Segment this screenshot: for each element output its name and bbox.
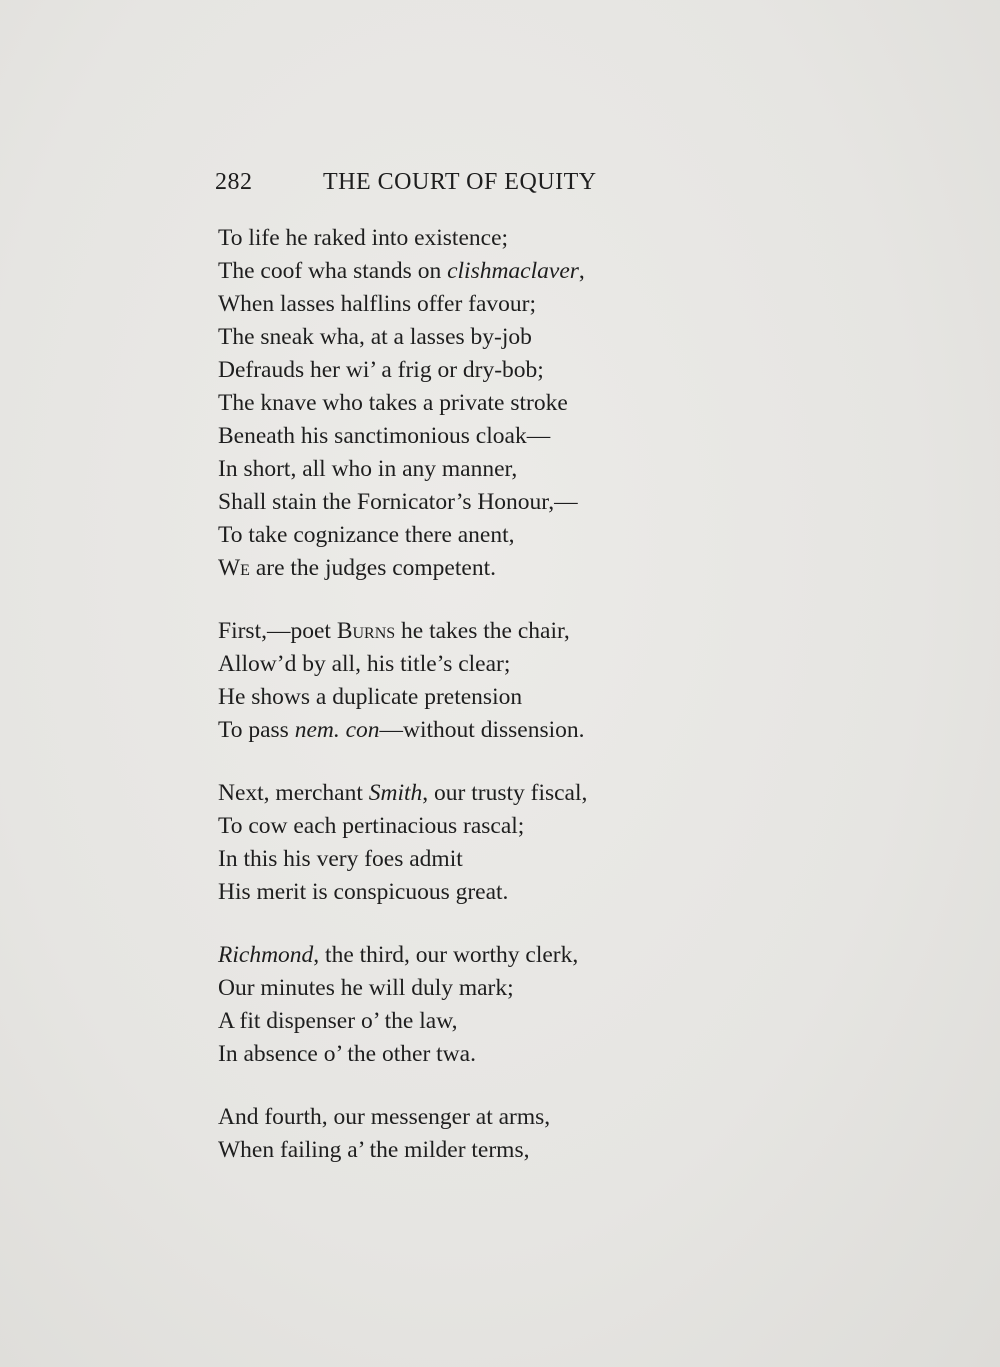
line-fragment: , our trusty fiscal, [422,780,588,806]
poem-line: To take cognizance there anent, [218,522,515,548]
poem-line: Beneath his sanctimonious cloak— [218,423,551,449]
poem-line [218,255,678,288]
stanza-break [218,585,678,615]
poem-line: To cow each pertinacious rascal; [218,813,525,839]
poem-line [218,714,678,747]
line-fragment: are the judges competent. [249,555,496,581]
line-fragment: , [578,258,585,284]
poem-line: Defrauds her wi’ a frig or dry-bob; [218,357,544,383]
italic-name: Smith [368,780,423,806]
small-caps-name: Burns [336,618,396,644]
page-number: 282 [215,169,253,195]
line-fragment: Next, merchant [218,780,369,806]
poem-line: Our minutes he will duly mark; [218,975,514,1001]
poem-line: In short, all who in any manner, [218,456,518,482]
italic-name: Richmond [218,942,314,968]
poem-line [218,615,678,648]
poem-text [218,222,678,1167]
poem-line: The knave who takes a private stroke [218,390,568,416]
stanza-5 [218,1101,678,1167]
poem-line: And fourth, our messenger at arms, [218,1104,551,1130]
line-fragment: he takes the chair, [395,618,570,644]
stanza-3 [218,777,678,909]
line-fragment: The coof wha stands on [218,258,448,284]
poem-line: In absence o’ the other twa. [218,1041,476,1067]
line-fragment: First,—poet [218,618,337,644]
poem-line [218,552,678,585]
small-caps-word: We [218,555,250,581]
stanza-2 [218,615,678,747]
italic-term: clishmaclaver [447,258,579,284]
poem-line: When lasses halflins offer favour; [218,291,537,317]
poem-line: The sneak wha, at a lasses by-job [218,324,532,350]
poem-line: Allow’d by all, his title’s clear; [218,651,511,677]
poem-line: His merit is conspicuous great. [218,879,509,905]
poem-line: Shall stain the Fornicator’s Honour,— [218,489,578,515]
stanza-break [218,909,678,939]
poem-line: He shows a duplicate pretension [218,684,523,710]
poem-line [218,939,678,972]
page-header [215,164,655,200]
poem-line: To life he raked into existence; [218,225,509,251]
running-title: THE COURT OF EQUITY [323,169,597,195]
poem-line: When failing a’ the milder terms, [218,1137,530,1163]
italic-term: nem. con [294,717,380,743]
poem-line [218,777,678,810]
line-fragment: To pass [218,717,295,743]
line-fragment: —without dissension. [379,717,585,743]
stanza-break [218,1071,678,1101]
stanza-1 [218,222,678,585]
poem-line: A fit dispenser o’ the law, [218,1008,458,1034]
poem-line: In this his very foes admit [218,846,463,872]
stanza-4 [218,939,678,1071]
line-fragment: , the third, our worthy clerk, [313,942,579,968]
stanza-break [218,747,678,777]
